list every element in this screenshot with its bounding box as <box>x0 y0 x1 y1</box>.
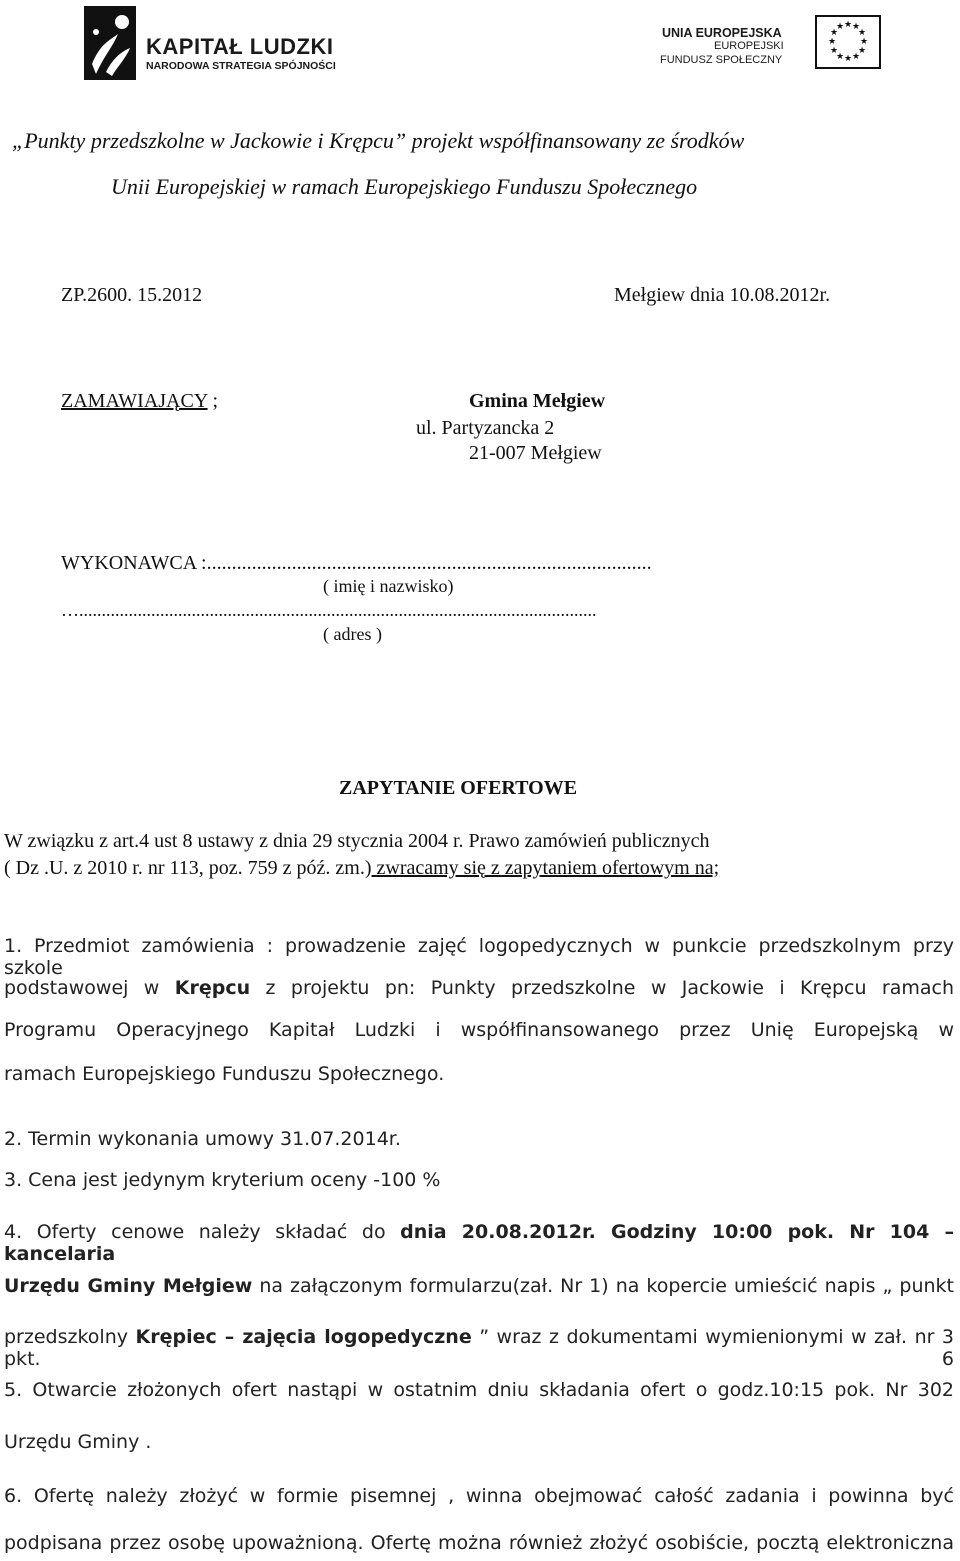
contracting-name: Gmina Mełgiew <box>469 390 606 412</box>
svg-text:★: ★ <box>829 28 839 38</box>
item1-line2-c: z projektu pn: Punkty przedszkolne w Jackowie i Krępcu ramach <box>250 977 954 999</box>
intro-line1: W związku z art.4 ust 8 ustawy z dnia 29 stycznia 2004 r. Prawo zamówień publicznych <box>4 830 710 852</box>
eu-logo-line1: UNIA EUROPEJSKA <box>662 26 782 40</box>
eu-logo-line3: FUNDUSZ SPOŁECZNY <box>660 54 783 66</box>
svg-text:★: ★ <box>857 46 867 56</box>
svg-text:★: ★ <box>835 52 845 62</box>
svg-text:★: ★ <box>827 37 837 47</box>
contracting-street: ul. Partyzancka 2 <box>416 417 555 439</box>
reference-number: ZP.2600. 15.2012 <box>61 284 203 306</box>
svg-text:★: ★ <box>843 54 853 64</box>
item5-line2: Urzędu Gminy . <box>4 1431 152 1453</box>
item4-line2 <box>4 1275 954 1297</box>
item2: 2. Termin wykonania umowy 31.07.2014r. <box>4 1128 401 1150</box>
svg-text:★: ★ <box>859 37 869 47</box>
contracting-separator: ; <box>207 390 219 412</box>
kapital-ludzki-logo <box>82 4 382 82</box>
svg-text:★: ★ <box>843 20 853 30</box>
eu-logo-line2: EUROPEJSKI <box>714 40 784 52</box>
item4-line2-office: Urzędu Gminy Mełgiew <box>4 1275 253 1297</box>
contractor-address-line: …................................................................................................................... <box>61 600 597 620</box>
item4-line3 <box>4 1326 954 1370</box>
contractor-address-hint: ( adres ) <box>323 624 382 644</box>
svg-text:★: ★ <box>857 28 867 38</box>
project-title-line1: „Punkty przedszkolne w Jackowie i Krępcu” projekt współfinansowany ze środków <box>12 128 745 153</box>
contractor-name-hint: ( imię i nazwisko) <box>323 576 454 596</box>
project-title-line2: Unii Europejskiej w ramach Europejskiego Funduszu Społecznego <box>111 174 698 199</box>
svg-text:★: ★ <box>829 46 839 56</box>
kapital-ludzki-emblem-icon <box>82 4 140 82</box>
item6-line2: podpisana przez osobę upoważnioną. Ofertę można również złożyć osobiście, pocztą elektroniczna <box>4 1532 954 1554</box>
contracting-label-row <box>61 390 218 413</box>
contractor-label-line: WYKONAWCA :......................................................................................... <box>61 552 652 574</box>
contracting-label: ZAMAWIAJĄCY <box>61 390 208 412</box>
intro-line2-legal: ( Dz .U. z 2010 r. nr 113, poz. 759 z póź. zm.) <box>4 857 372 879</box>
item1-line3: Programu Operacyjnego Kapitał Ludzki i współfinansowanego przez Unię Europejską w <box>4 1019 954 1041</box>
intro-line2 <box>4 857 719 880</box>
item1-line2-a: podstawowej w <box>4 977 175 999</box>
item1-line4: ramach Europejskiego Funduszu Społecznego. <box>4 1063 445 1085</box>
svg-text:★: ★ <box>851 22 861 32</box>
item4-line1-deadline: dnia 20.08.2012r. Godziny 10:00 pok. Nr 104 – kancelaria <box>4 1221 954 1265</box>
logo-title: KAPITAŁ LUDZKI <box>146 34 334 59</box>
item4-line3-label: Krępiec – zajęcia logopedyczne <box>135 1326 472 1348</box>
contracting-city: 21-007 Mełgiew <box>469 442 602 464</box>
intro-line2-request: zwracamy się z zapytaniem ofertowym na; <box>371 857 720 879</box>
item5-line1: 5. Otwarcie złożonych ofert nastąpi w ostatnim dniu składania ofert o godz.10:15 pok. Nr 302 <box>4 1379 954 1401</box>
item4-line3-a: przedszkolny <box>4 1326 136 1348</box>
item1-line1: 1. Przedmiot zamówienia : prowadzenie zajęć logopedycznych w punkcie przedszkolnym przy szkole <box>4 935 954 979</box>
item4-line3-c: ” wraz z dokumentami wymienionymi w zał. nr 3 pkt. 6 <box>4 1326 955 1370</box>
item3: 3. Cena jest jedynym kryterium oceny -100 % <box>4 1169 441 1191</box>
logo-subtitle: NARODOWA STRATEGIA SPÓJNOŚCI <box>146 60 336 72</box>
eu-flag-icon <box>814 14 882 70</box>
item1-line2-place: Krępcu <box>174 977 251 999</box>
item4-line2-b: na załączonym formularzu(zał. Nr 1) na kopercie umieścić napis „ punkt <box>252 1275 954 1297</box>
item1-line2 <box>4 977 954 999</box>
document-heading: ZAPYTANIE OFERTOWE <box>339 777 578 799</box>
item6-line1: 6. Ofertę należy złożyć w formie pisemnej , winna obejmować całość zadania i powinna być <box>4 1485 954 1507</box>
svg-text:★: ★ <box>835 22 845 32</box>
svg-text:★: ★ <box>851 52 861 62</box>
place-date: Mełgiew dnia 10.08.2012r. <box>614 284 831 306</box>
item4-line1 <box>4 1221 954 1265</box>
item4-line1-a: 4. Oferty cenowe należy składać do <box>4 1221 401 1243</box>
eu-logo <box>656 22 886 74</box>
